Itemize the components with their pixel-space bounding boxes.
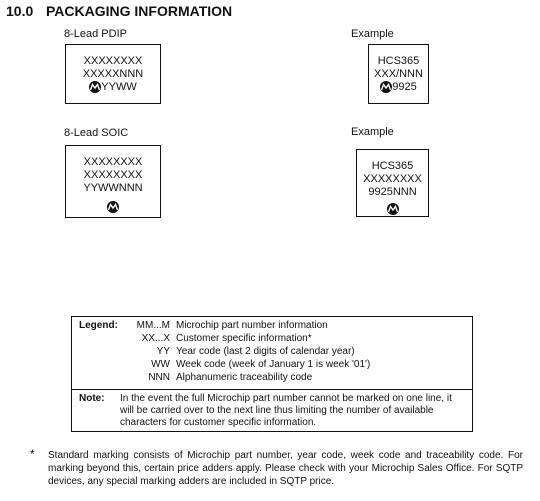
marking-line: XXXXXXXX — [83, 55, 143, 67]
legend-row — [126, 320, 328, 332]
marking-line: HCS365 — [377, 55, 420, 67]
microchip-logo-icon — [107, 201, 119, 213]
marking-line: 9925NNN — [368, 186, 417, 198]
marking-line: YYWWNNN — [83, 182, 143, 194]
marking-line: XXX/NNN — [374, 68, 423, 80]
soic-example-box — [356, 149, 429, 217]
marking-text: YYWW — [101, 81, 137, 93]
pdip-template-box — [65, 44, 161, 104]
footnote-text: Standard marking consists of Microchip part number, year code, week code and traceability code. For marking beyond this, certain price adders apply. Please check with your Microchip Sales Office. For SQTP devices, any special marking adders are included in SQTP price. — [48, 450, 523, 487]
legend-desc: Customer specific information* — [176, 333, 312, 344]
legend-row — [126, 372, 312, 384]
legend-box — [71, 316, 473, 432]
footnote-marker: * — [30, 447, 35, 461]
legend-row — [126, 359, 370, 371]
pdip-example-box — [368, 44, 429, 104]
legend-code: MM...M — [136, 320, 170, 331]
soic-example-label: Example — [351, 126, 394, 138]
section-number: 10.0 — [6, 3, 34, 19]
legend-row — [126, 346, 355, 358]
legend-desc: Week code (week of January 1 is week '01') — [176, 359, 371, 370]
legend-code: XX...X — [141, 333, 170, 344]
pdip-label: 8-Lead PDIP — [64, 28, 127, 40]
legend-row — [126, 333, 312, 345]
pdip-example-label: Example — [351, 28, 394, 40]
logo-line — [387, 203, 399, 216]
marking-line: HCS365 — [371, 160, 414, 172]
microchip-logo-icon — [387, 203, 399, 215]
marking-line-with-logo — [380, 81, 416, 94]
legend-desc: Alphanumeric traceability code — [176, 372, 313, 383]
marking-line: XXXXXXXX — [363, 173, 422, 185]
section-title-text: PACKAGING INFORMATION — [46, 3, 233, 19]
legend-code: NNN — [148, 372, 170, 383]
marking-line: XXXXXXXX — [83, 156, 143, 168]
note-section — [72, 389, 472, 431]
marking-line: XXXXXNNN — [82, 68, 144, 80]
section-title — [6, 3, 232, 19]
legend-code: WW — [151, 359, 170, 370]
legend-code: YY — [156, 346, 170, 357]
note-text: In the event the full Microchip part number cannot be marked on one line, it will be carried over to the next line thus limiting the number of available characters for customer specific information. — [120, 393, 452, 428]
microchip-logo-icon — [89, 81, 101, 93]
microchip-logo-icon — [380, 81, 392, 93]
legend-section — [72, 317, 472, 390]
marking-line: XXXXXXXX — [83, 169, 143, 181]
note-heading: Note: — [79, 393, 105, 404]
soic-label: 8-Lead SOIC — [64, 127, 129, 139]
legend-heading: Legend: — [79, 320, 118, 331]
soic-template-box — [65, 145, 161, 218]
logo-line — [107, 201, 119, 214]
legend-desc: Microchip part number information — [176, 320, 328, 331]
marking-line-with-logo — [89, 81, 136, 94]
marking-text: 9925 — [392, 81, 417, 93]
legend-desc: Year code (last 2 digits of calendar year) — [176, 346, 355, 357]
